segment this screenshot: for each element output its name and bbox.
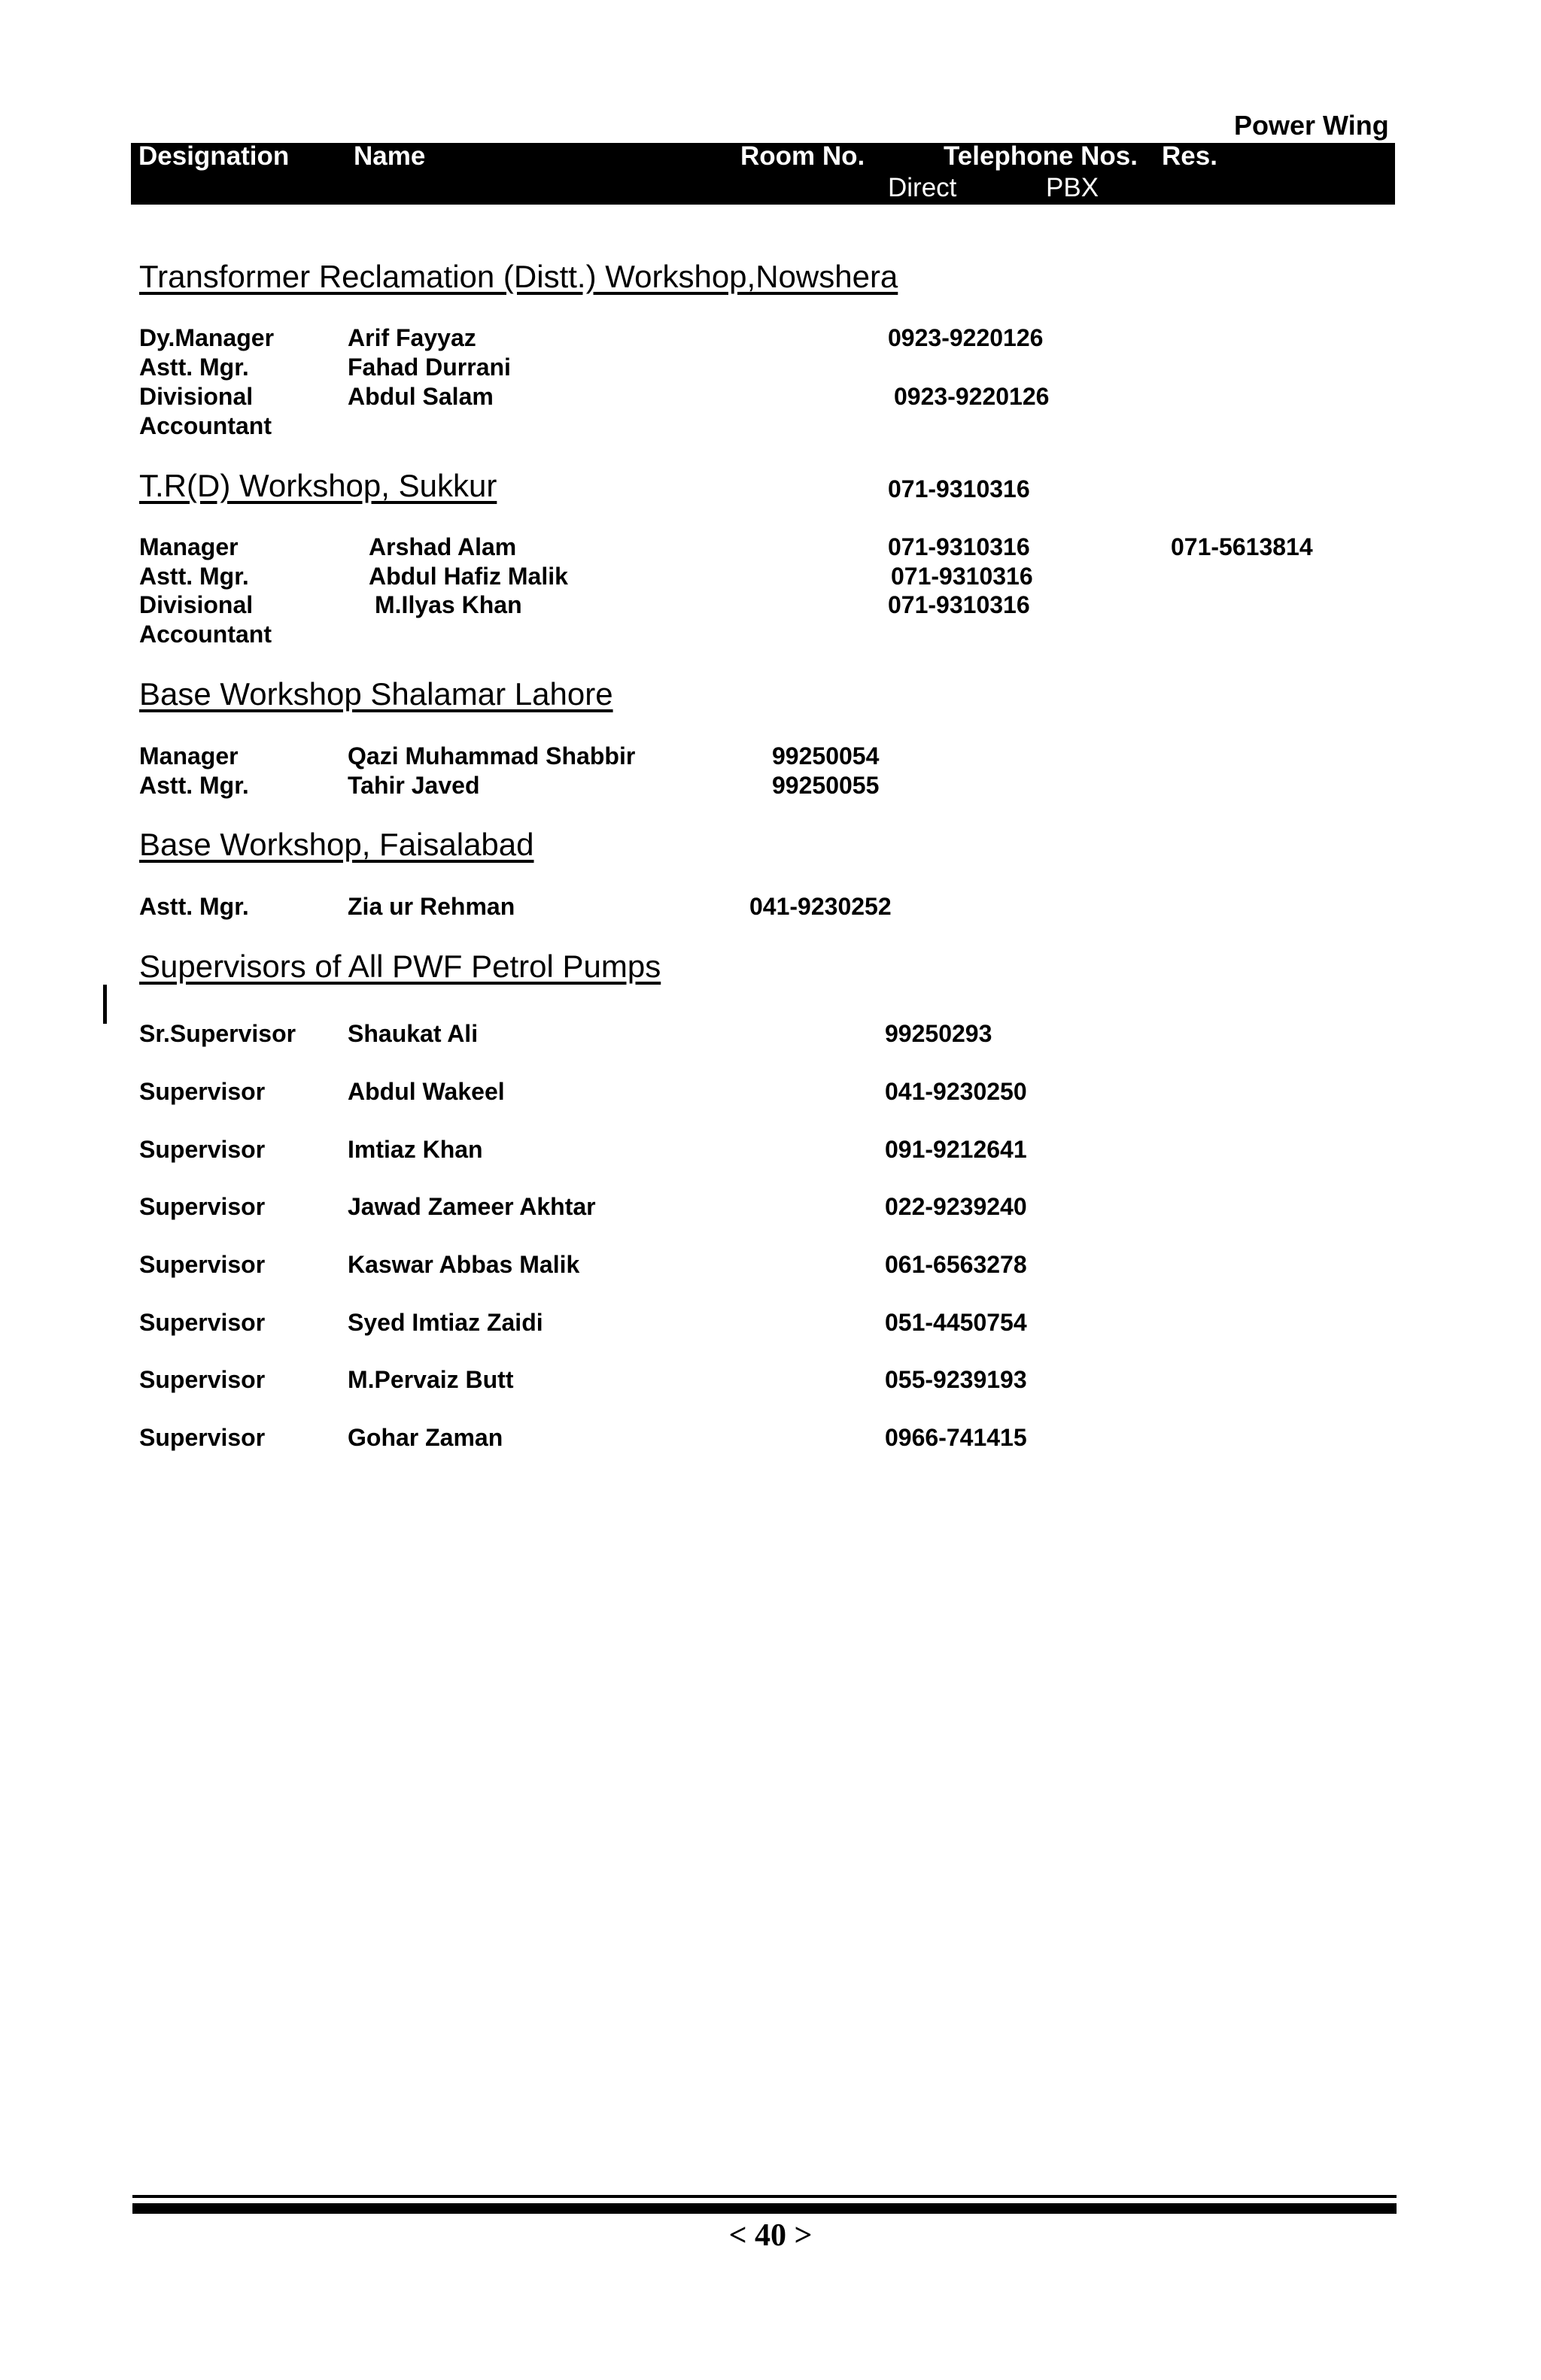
row-designation: Supervisor [139, 1424, 266, 1451]
header-name: Name [354, 141, 426, 171]
section-title: Transformer Reclamation (Distt.) Workshop,Nowshera [139, 259, 898, 294]
row-direct: 0923-9220126 [894, 383, 1050, 410]
row-direct: 99250054 [772, 742, 880, 770]
section-title: Base Workshop Shalamar Lahore [139, 676, 613, 712]
row-designation: Astt. Mgr. [139, 354, 249, 381]
header-telephone: Telephone Nos. [944, 141, 1138, 171]
row-direct: 071-9310316 [888, 533, 1030, 560]
row-res: 071-5613814 [1171, 533, 1313, 560]
row-name: Shaukat Ali [348, 1020, 479, 1047]
row-designation: Manager [139, 533, 239, 560]
row-designation: Divisional [139, 591, 254, 618]
text-cursor [103, 985, 107, 1024]
row-direct: 0966-741415 [885, 1424, 1027, 1451]
row-direct: 091-9212641 [885, 1136, 1027, 1163]
row-designation: Supervisor [139, 1366, 266, 1393]
row-designation: Supervisor [139, 1193, 266, 1220]
section-phone: 071-9310316 [888, 475, 1030, 502]
row-name: Gohar Zaman [348, 1424, 503, 1451]
row-designation: Accountant [139, 412, 272, 439]
row-designation: Supervisor [139, 1136, 266, 1163]
row-direct: 99250055 [772, 772, 880, 799]
footer-rule-thick [132, 2203, 1397, 2214]
row-designation: Manager [139, 742, 239, 770]
row-designation: Dy.Manager [139, 324, 275, 351]
row-name: Tahir Javed [348, 772, 480, 799]
row-name: Abdul Salam [348, 383, 494, 410]
section-title: Supervisors of All PWF Petrol Pumps [139, 949, 661, 984]
row-name: Abdul Hafiz Malik [369, 563, 568, 590]
header-pbx: PBX [1046, 173, 1099, 202]
row-direct: 055-9239193 [885, 1366, 1027, 1393]
row-designation: Supervisor [139, 1251, 266, 1278]
row-name: M.Ilyas Khan [375, 591, 522, 618]
row-name: Fahad Durrani [348, 354, 511, 381]
row-direct: 061-6563278 [885, 1251, 1027, 1278]
row-name: Arif Fayyaz [348, 324, 476, 351]
section-title: T.R(D) Workshop, Sukkur [139, 468, 497, 503]
row-designation: Divisional [139, 383, 254, 410]
row-direct: 051-4450754 [885, 1309, 1027, 1336]
page-number: < 40 > [728, 2218, 813, 2253]
row-name: Qazi Muhammad Shabbir [348, 742, 636, 770]
row-designation: Sr.Supervisor [139, 1020, 296, 1047]
row-name: Arshad Alam [369, 533, 517, 560]
row-direct: 041-9230252 [749, 893, 892, 920]
row-name: Zia ur Rehman [348, 893, 515, 920]
row-name: Syed Imtiaz Zaidi [348, 1309, 543, 1336]
row-direct: 041-9230250 [885, 1078, 1027, 1105]
row-designation: Astt. Mgr. [139, 563, 249, 590]
row-direct: 99250293 [885, 1020, 992, 1047]
header-direct: Direct [888, 173, 957, 202]
wing-label: Power Wing [1234, 110, 1389, 141]
row-direct: 0923-9220126 [888, 324, 1044, 351]
row-name: Imtiaz Khan [348, 1136, 483, 1163]
row-designation: Astt. Mgr. [139, 772, 249, 799]
row-direct: 022-9239240 [885, 1193, 1027, 1220]
row-direct: 071-9310316 [888, 591, 1030, 618]
row-designation: Supervisor [139, 1078, 266, 1105]
row-name: Kaswar Abbas Malik [348, 1251, 580, 1278]
header-designation: Designation [138, 141, 290, 171]
row-name: Abdul Wakeel [348, 1078, 505, 1105]
footer-rule-thin [132, 2195, 1397, 2198]
row-designation: Supervisor [139, 1309, 266, 1336]
row-name: M.Pervaiz Butt [348, 1366, 514, 1393]
header-res: Res. [1162, 141, 1217, 171]
row-direct: 071-9310316 [891, 563, 1033, 590]
header-room: Room No. [740, 141, 865, 171]
section-title: Base Workshop, Faisalabad [139, 827, 534, 862]
row-name: Jawad Zameer Akhtar [348, 1193, 596, 1220]
row-designation: Astt. Mgr. [139, 893, 249, 920]
row-designation: Accountant [139, 621, 272, 648]
